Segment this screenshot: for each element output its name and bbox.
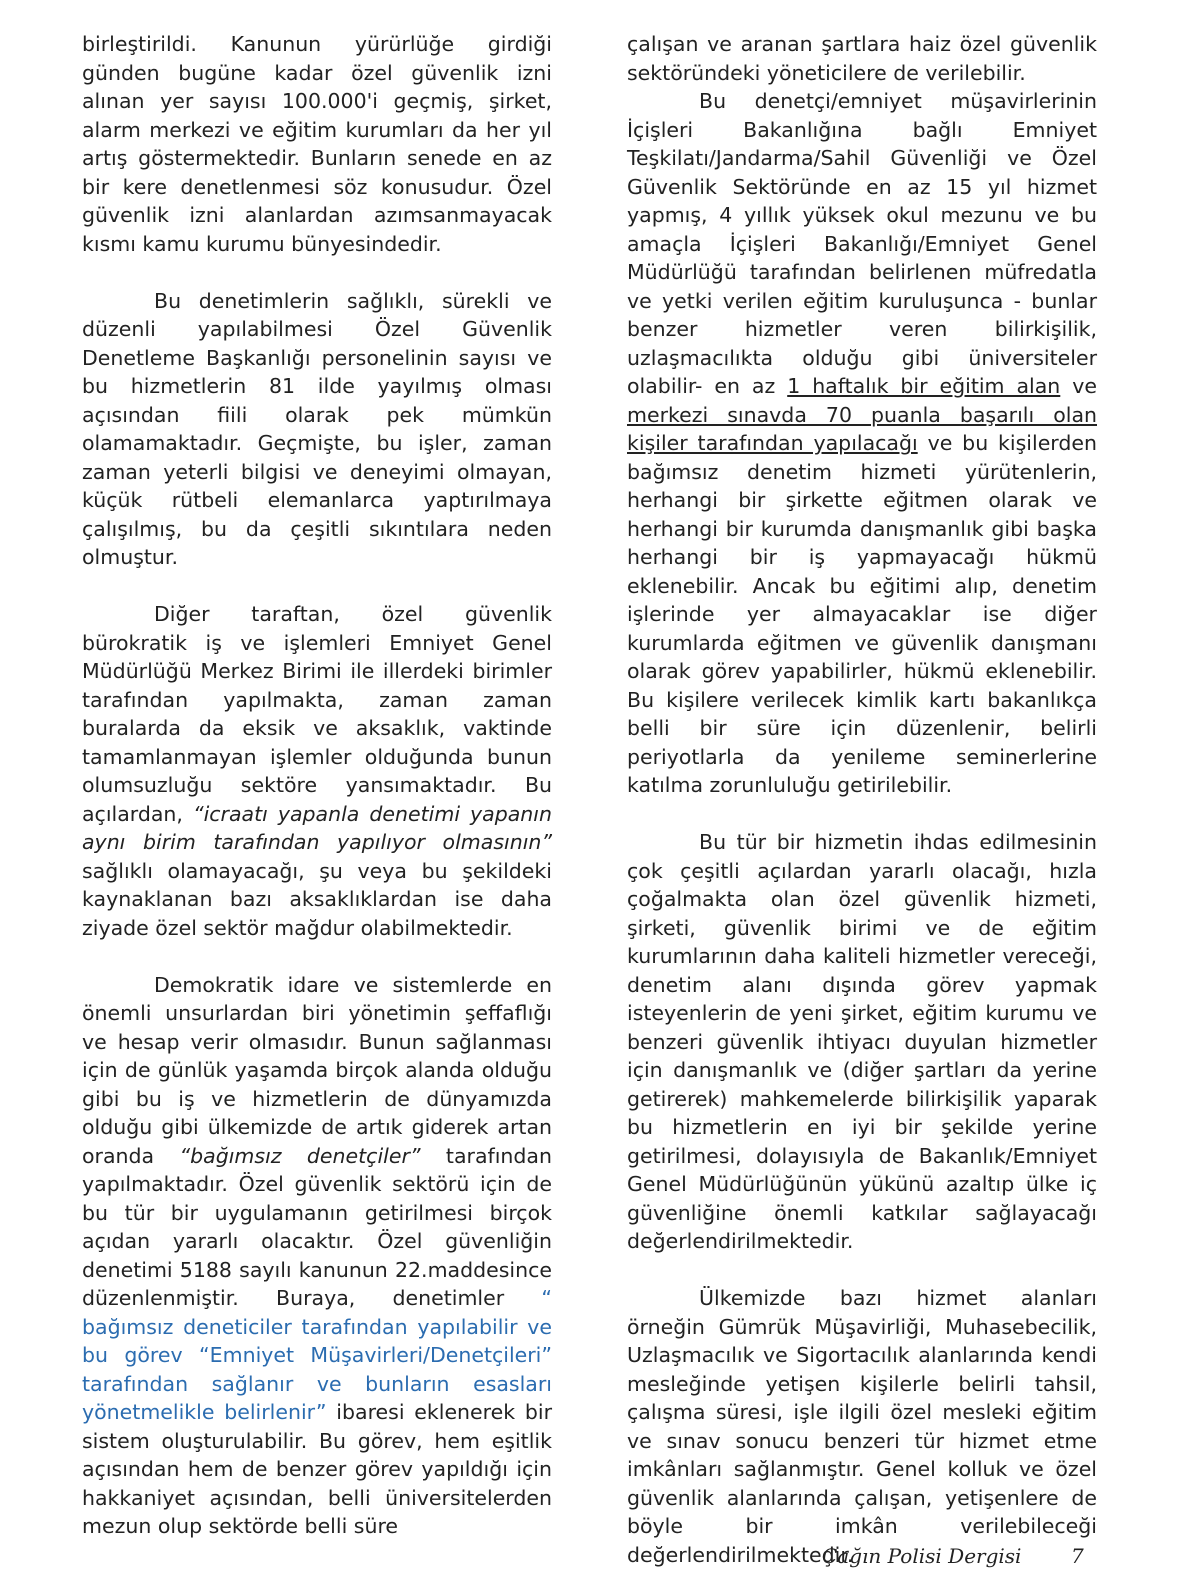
text-run: Bu denetçi/emniyet müşavirlerinin İçişleri Bakanlığına bağlı Emniyet Teşkilatı/Jandarma/Sahil Güvenliği ve Özel Güvenlik Sektöründe en az 15 yıl hizmet yapmış, 4 yıllık yüksek okul mezunu ve bu amaçla İçişleri Bakanlığı/Emniyet Genel Müdürlüğü tarafından belirlenen müfredatla ve yetki verilen eğitim kuruluşunca - bunlar benzer hizmetler veren bilirkişilik, uzlaşmacılıkta olduğu gibi üniversiteler olabilir- en az <box>627 89 1097 398</box>
text-run: Diğer taraftan, özel güvenlik bürokratik iş ve işlemleri Emniyet Genel Müdürlüğü Merkez Birimi ile illerdeki birimler tarafından yapılmakta, zaman zaman buralarda da eksik ve aksaklık, vaktinde tamamlanmayan işlemler olduğunda bunun olumsuzluğu sektöre yansımaktadır. Bu açılardan, <box>82 602 552 826</box>
paragraph: Bu denetimlerin sağlıklı, sürekli ve düzenli yapılabilmesi Özel Güvenlik Denetleme Başkanlığı personelinin sayısı ve bu hizmetlerin 81 ilde yayılmış olması açısından fiili olarak pek mümkün olamamaktadır. Geçmişte, bu işler, zaman zaman yeterli bilgisi ve deneyimi olmayan, küçük rütbeli elemanlarca yaptırılmaya çalışılmış, bu da çeşitli sıkıntılara neden olmuştur. <box>82 288 552 569</box>
highlighted-clause: “ bağımsız deneticiler tarafından yapılabilir ve bu görev “Emniyet Müşavirleri/Denetçileri” tarafından sağlanır ve bunların esasları yönetmelikle belirlenir” <box>82 1286 552 1424</box>
underlined-phrase: 1 haftalık bir eğitim alan <box>787 374 1061 398</box>
quoted-phrase: “icraatı yapanla denetimi yapanın aynı birim tarafından yapılıyor olmasının” <box>82 801 552 854</box>
paragraph <box>82 600 552 942</box>
page-number: 7 <box>1071 1544 1084 1568</box>
paragraph <box>82 971 552 1541</box>
text-run: ve bu kişilerden bağımsız denetim hizmeti yürütenlerin, herhangi bir şirkette eğitmen olarak ve herhangi bir kurumda danışmanlık gibi başka herhangi bir iş yapmayacağı hükmü eklenebilir. Ancak bu eğitimi alıp, denetim işlerinde yer almayacaklar ise diğer kurumlarda eğitmen ve güvenlik danışmanı olarak görev yapabilirler, hükmü eklenebilir. Bu kişilere verilecek kimlik kartı bakanlıkça belli bir süre için düzenlenir, belirli periyotlarla da yenileme seminerlerine katılma zorunluluğu getirilebilir. <box>627 431 1097 797</box>
left-column <box>82 30 552 1541</box>
paragraph: Ülkemizde bazı hizmet alanları örneğin Gümrük Müşavirliği, Muhasebecilik, Uzlaşmacılık ve Sigortacılık alanlarında kendi mesleğinde yetişen kişilerle belirli tahsil, çalışma süresi, işle ilgili özel mesleki eğitim ve sınav sonucu benzeri tür hizmet etme imkânları sağlanmıştır. Genel kolluk ve özel güvenlik alanlarında çalışan, yetişenlere de böyle bir imkân verilebileceği değerlendirilmektedir. <box>627 1286 1097 1567</box>
text-run: ve <box>1072 374 1097 398</box>
underlined-phrase: merkezi sınavda 70 puanla başarılı olan kişiler tarafından yapılacağı <box>627 402 1097 455</box>
paragraph: Bu tür bir hizmetin ihdas edilmesinin çok çeşitli açılardan yararlı olacağı, hızla çoğalmakta olan özel güvenlik hizmeti, şirketi, güvenlik birimi ve de eğitim kurumlarının daha kaliteli hizmetler vereceği, denetim alanı dışında görev yapmak isteyenlerin de yeni şirket, eğitim kurumu ve benzeri güvenlik ihtiyacı duyulan hizmetler için danışmanlık ve (diğer şartları da yerine getirerek) mahkemelerde bilirkişilik yaparak bu hizmetlerin en iyi bir şekilde yerine getirilmesi, dolayısıyla de Bakanlık/Emniyet Genel Müdürlüğünün yükünü azaltıp ülke iç güvenliğine önemli katkılar sağlayacağı değerlendirilmektedir. <box>627 830 1097 1253</box>
text-run: tarafından yapılmaktadır. Özel güvenlik sektörü için de bu tür bir uygulamanın getirilmesi birçok açıdan yararlı olacaktır. Özel güvenliğin denetimi 5188 sayılı kanunun 22.maddesince düzenlenmiştir. Buraya, denetimler <box>82 1143 552 1310</box>
right-column <box>627 30 1097 1569</box>
paragraph: birleştirildi. Kanunun yürürlüğe girdiği günden bugüne kadar özel güvenlik izni alınan yer sayısı 100.000'i geçmiş, şirket, alarm merkezi ve eğitim kurumları da her yıl artış göstermektedir. Bunların senede en az bir kere denetlenmesi söz konusudur. Özel güvenlik izni alanlardan azımsanmayacak kısmı kamu kurumu bünyesindedir. <box>82 32 552 256</box>
text-run: ibaresi eklenerek bir sistem oluşturulabilir. Bu görev, hem eşitlik açısından hem de benzer görev yapıldığı için hakkaniyet açısından, belli üniversitelerden mezun olup sektörde belli süre <box>82 1400 552 1538</box>
paragraph <box>627 87 1097 800</box>
paragraph: çalışan ve aranan şartlara haiz özel güvenlik sektöründeki yöneticilere de verilebilir. <box>627 32 1097 85</box>
text-run: sağlıklı olamayacağı, şu veya bu şekildeki kaynaklanan bazı aksaklıklardan ise daha ziyade özel sektör mağdur olabilmektedir. <box>82 858 552 940</box>
quoted-phrase: “bağımsız denetçiler” <box>179 1143 421 1168</box>
magazine-title: Çağın Polisi Dergisi <box>822 1544 1022 1568</box>
text-run: Demokratik idare ve sistemlerde en önemli unsurlardan biri yönetimin şeffaflığı ve hesap verir olmasıdır. Bunun sağlanması için de günlük yaşamda birçok alanda olduğu gibi bu iş ve hizmetlerin de dünyamızda olduğu gibi ülkemizde de artık giderek artan oranda <box>82 972 552 1168</box>
